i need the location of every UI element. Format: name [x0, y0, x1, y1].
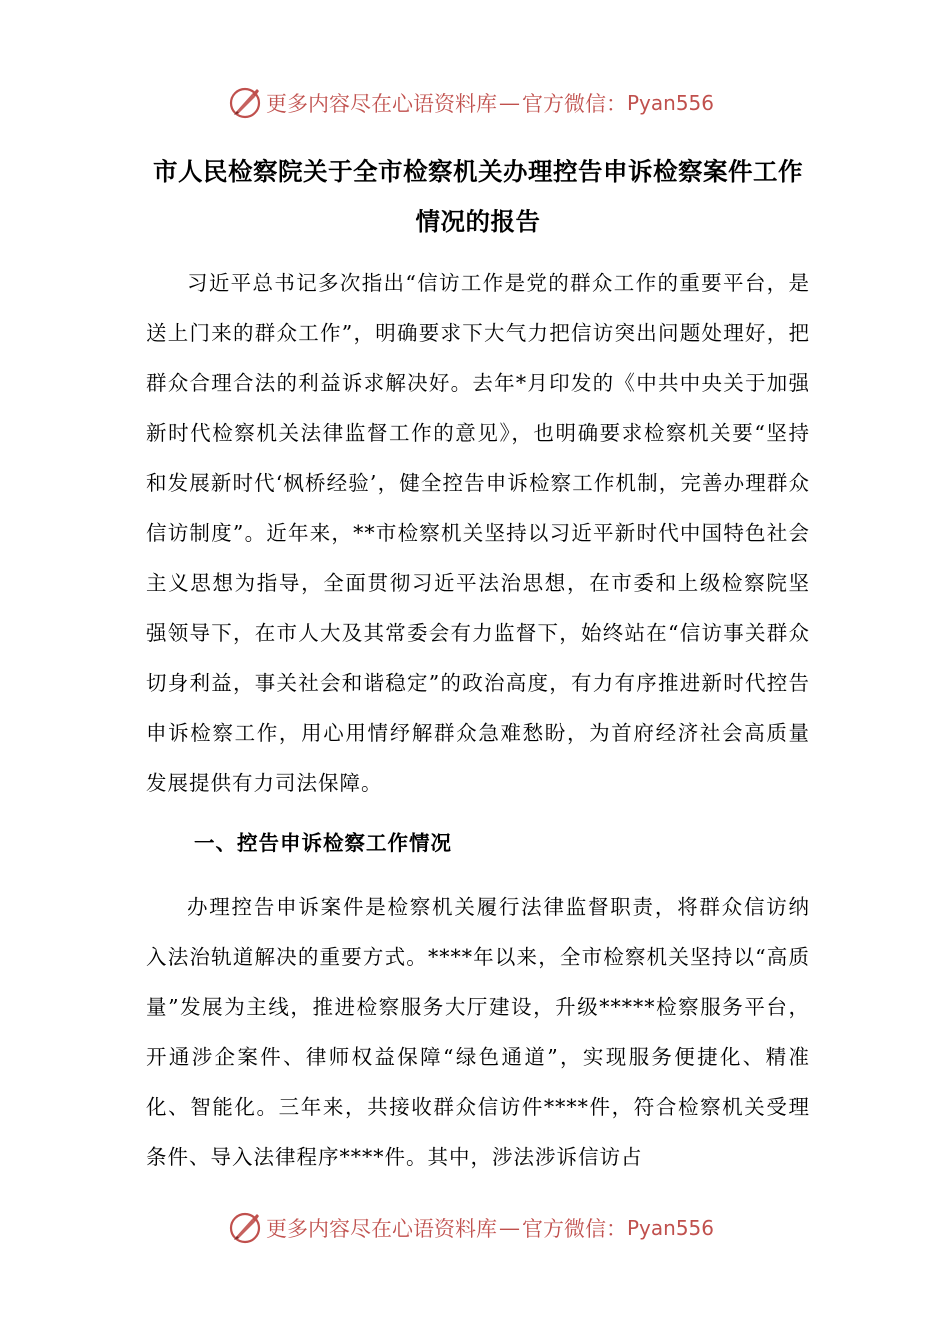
watermark-separator: —: [499, 1216, 520, 1240]
watermark-wechat-id: Pyan556: [627, 91, 715, 115]
section-1-heading: 一、控告申诉检察工作情况: [194, 831, 452, 855]
watermark-brand-text: 更多内容尽在心语资料库: [266, 92, 497, 116]
body-paragraph-2: 办理控告申诉案件是检察机关履行法律监督职责，将群众信访纳入法治轨道解决的重要方式。****年以来，全市检察机关坚持以“高质量”发展为主线，推进检察服务大厅建设，升级*****检察服务平台，开通涉企案件、律师权益保障“绿色通道”，实现服务便捷化、精准化、智能化。三年来，共接收群众信访件****件，符合检察机关受理条件、导入法律程序****件。其中，涉法涉诉信访占: [146, 895, 810, 1169]
watermark-wechat-id: Pyan556: [627, 1216, 715, 1240]
footer-watermark-banner: [228, 1211, 748, 1245]
watermark-wechat-label: 官方微信：: [522, 1217, 627, 1241]
watermark-wechat-label: 官方微信：: [522, 92, 627, 116]
watermark-separator: —: [499, 91, 520, 115]
watermark-brand-text: 更多内容尽在心语资料库: [266, 1217, 497, 1241]
document-title: 市人民检察院关于全市检察机关办理控告申诉检察案件工作情况的报告: [153, 157, 803, 236]
quill-pen-logo-icon: [228, 86, 262, 120]
header-watermark-banner: [228, 86, 748, 120]
quill-pen-logo-icon: [228, 1211, 262, 1245]
body-paragraph-1: 习近平总书记多次指出“信访工作是党的群众工作的重要平台，是送上门来的群众工作”，明确要求下大气力把信访突出问题处理好，把群众合理合法的利益诉求解决好。去年*月印发的《中共中央关于加强新时代检察机关法律监督工作的意见》，也明确要求检察机关要“坚持和发展新时代‘枫桥经验’，健全控告申诉检察工作机制，完善办理群众信访制度”。近年来，**市检察机关坚持以习近平新时代中国特色社会主义思想为指导，全面贯彻习近平法治思想，在市委和上级检察院坚强领导下，在市人大及其常委会有力监督下，始终站在“信访事关群众切身利益，事关社会和谐稳定”的政治高度，有力有序推进新时代控告申诉检察工作，用心用情纾解群众急难愁盼，为首府经济社会高质量发展提供有力司法保障。: [146, 271, 810, 795]
